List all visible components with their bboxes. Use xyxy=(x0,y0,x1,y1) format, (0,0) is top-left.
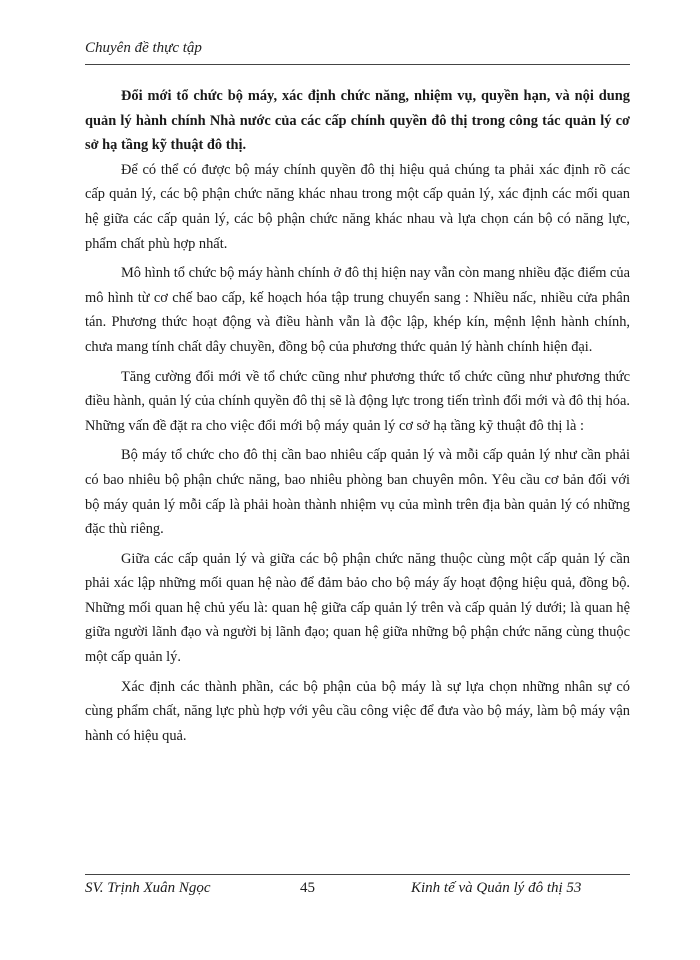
footer-author: SV. Trịnh Xuân Ngọc xyxy=(85,880,211,896)
running-header: Chuyên đề thực tập xyxy=(85,40,202,56)
paragraph-6: Xác định các thành phần, các bộ phận của bộ máy là sự lựa chọn những nhân sự có cùng phẩm chất, năng lực phù hợp với yêu cầu công việc để đưa vào bộ máy, làm bộ máy vận hành có hiệu quả. xyxy=(85,678,630,744)
header-divider xyxy=(85,64,630,65)
footer-course: Kinh tế và Quản lý đô thị 53 xyxy=(411,880,582,896)
paragraph-4: Bộ máy tổ chức cho đô thị cần bao nhiêu cấp quản lý và mỗi cấp quản lý như cần phải có bao nhiêu bộ phận chức năng, bao nhiêu phòng ban chuyên môn. Yêu cầu cơ bản đối với bộ máy quản lý mỗi cấp là phải hoàn thành nhiệm vụ của mình trên địa bàn quản lý có những đặc thù riêng. xyxy=(85,447,630,538)
page-content xyxy=(85,84,630,753)
section-heading: Đổi mới tổ chức bộ máy, xác định chức năng, nhiệm vụ, quyền hạn, và nội dung quản lý hành chính Nhà nước của các cấp chính quyền đô thị trong công tác quản lý cơ sở hạ tầng kỹ thuật đô thị. xyxy=(85,88,630,154)
page-number: 45 xyxy=(300,880,315,896)
paragraph-3: Tăng cường đổi mới về tổ chức cũng như phương thức tổ chức cũng như phương thức điều hành, quản lý của chính quyền đô thị sẽ là động lực trong tiến trình đổi mới và đô thị hóa. Những vấn đề đặt ra cho việc đổi mới bộ máy quản lý cơ sở hạ tầng kỹ thuật đô thị là : xyxy=(85,368,630,434)
paragraph-5: Giữa các cấp quản lý và giữa các bộ phận chức năng thuộc cùng một cấp quản lý cần phải xác lập những mối quan hệ nào để đảm bảo cho bộ máy ấy hoạt động hiệu quả, đồng bộ. Những mối quan hệ chủ yếu là: quan hệ giữa cấp quản lý trên và cấp quản lý dưới; là quan hệ giữa người lãnh đạo và người bị lãnh đạo; quan hệ giữa những bộ phận chức năng cùng thuộc một cấp quản lý. xyxy=(85,550,630,666)
paragraph-1: Để có thể có được bộ máy chính quyền đô thị hiệu quả chúng ta phải xác định rõ các cấp quản lý, các bộ phận chức năng khác nhau trong một cấp quản lý, xác định các mối quan hệ giữa các cấp quản lý, các bộ phận chức năng khác nhau và lựa chọn cán bộ có năng lực, phẩm chất phù hợp nhất. xyxy=(85,161,630,252)
footer-divider xyxy=(85,874,630,875)
paragraph-2: Mô hình tổ chức bộ máy hành chính ở đô thị hiện nay vẫn còn mang nhiều đặc điểm của mô hình từ cơ chế bao cấp, kế hoạch hóa tập trung chuyển sang : Nhiều nấc, nhiều cửa phân tán. Phương thức hoạt động và điều hành vẫn là độc lập, khép kín, mệnh lệnh hành chính, chưa mang tính chất dây chuyền, đồng bộ của phương thức quản lý hành chính hiện đại. xyxy=(85,265,630,355)
